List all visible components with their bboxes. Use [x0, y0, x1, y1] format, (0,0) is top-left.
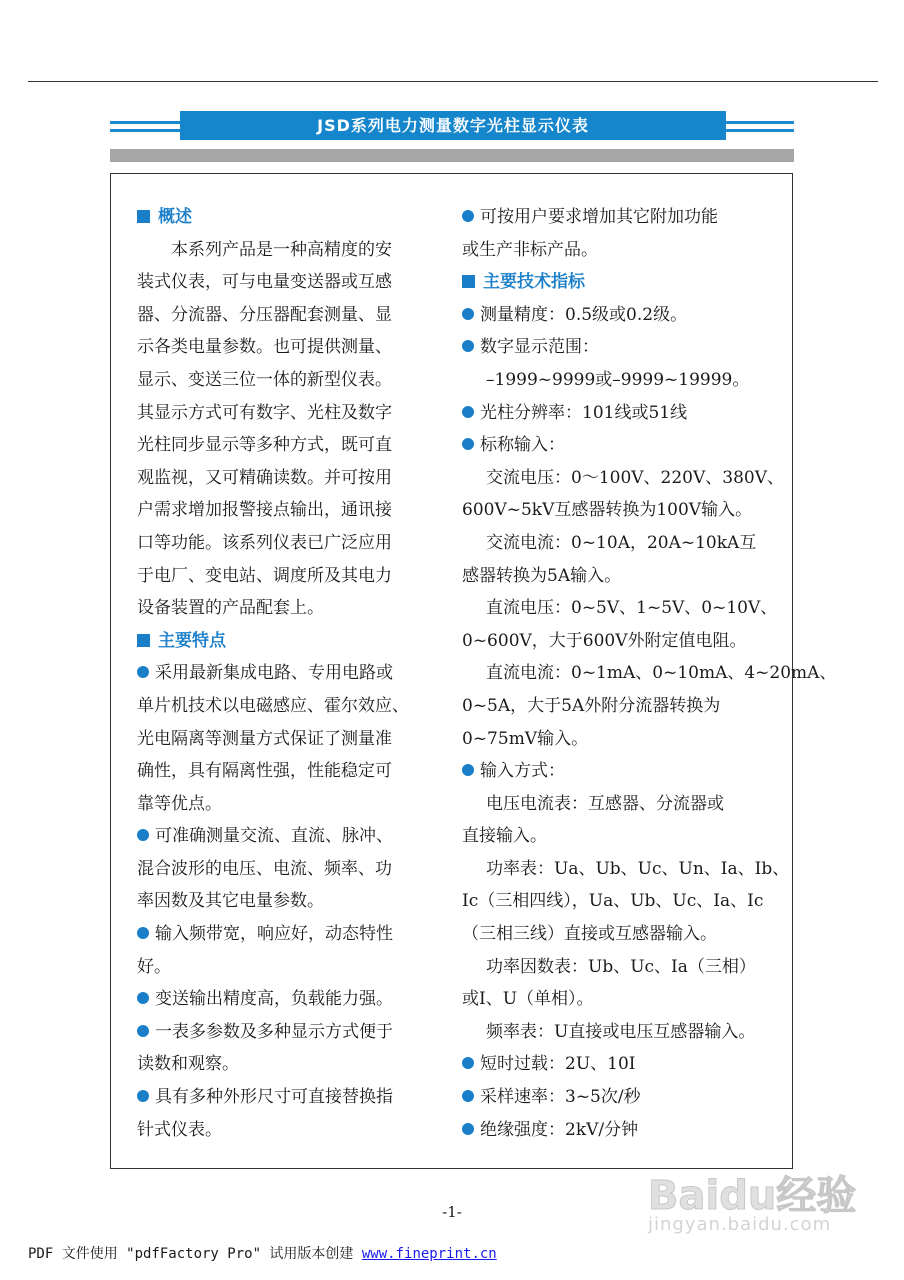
feature-line: 变送输出精度高，负载能力强。: [137, 983, 437, 1016]
feature-line: 输入频带宽，响应好，动态特性: [137, 918, 437, 951]
bullet-dot-icon: [137, 927, 149, 939]
spec-line: 感器转换为5A输入。: [462, 565, 622, 586]
overview-line: 显示、变送三位一体的新型仪表。: [137, 369, 392, 390]
watermark-logo: Baidu经验: [648, 1173, 857, 1219]
spec-line: 光柱分辨率：101线或51线: [462, 397, 774, 430]
bullet-dot-icon: [137, 992, 149, 1004]
spec-line: 0~600V，大于600V外附定值电阻。: [462, 630, 747, 651]
feature-line: 好。: [137, 956, 171, 977]
spec-line: 直流电压：0~5V、1~5V、0~10V、: [486, 598, 778, 619]
spec-line: （三相三线）直接或互感器输入。: [462, 924, 717, 945]
overview-line: 示各类电量参数。也可提供测量、: [137, 337, 392, 358]
feature-line: 读数和观察。: [137, 1054, 239, 1075]
bullet-dot-icon: [462, 210, 474, 222]
spec-line: Ic（三相四线），Ua、Ub、Uc、Ia、Ic: [462, 891, 764, 912]
baidu-watermark: [648, 1150, 858, 1245]
overview-line: 户需求增加报警接点输出，通讯接: [137, 500, 392, 521]
spec-line: 或I、U（单相）。: [462, 989, 594, 1010]
spec-line: 交流电压：0～100V、220V、380V、: [486, 467, 784, 488]
spec-line: 功率表：Ua、Ub、Uc、Un、Ia、Ib、: [486, 858, 790, 879]
spec-line: 0~5A，大于5A外附分流器转换为: [462, 695, 721, 716]
overview-line: 装式仪表，可与电量变送器或互感: [137, 272, 392, 293]
right-column: [462, 201, 837, 1146]
overview-line: 本系列产品是一种高精度的安: [171, 239, 392, 260]
feature-line: 光电隔离等测量方式保证了测量准: [137, 728, 392, 749]
bullet-dot-icon: [462, 308, 474, 320]
spec-line: 600V~5kV互感器转换为100V输入。: [462, 500, 753, 521]
bullet-dot-icon: [462, 1090, 474, 1102]
overview-line: 设备装置的产品配套上。: [137, 598, 324, 619]
square-bullet-icon: [137, 634, 150, 647]
feature-line: 单片机技术以电磁感应、霍尔效应、: [137, 695, 409, 716]
specs-heading: 主要技术指标: [462, 266, 774, 299]
spec-line: 短时过载：2U、10I: [462, 1048, 774, 1081]
spec-line: 直接输入。: [462, 826, 547, 847]
bullet-dot-icon: [137, 1090, 149, 1102]
spec-line: 电压电流表：互感器、分流器或: [486, 793, 724, 814]
extra-feature-line: 或生产非标产品。: [462, 239, 598, 260]
feature-line: 可准确测量交流、直流、脉冲、: [137, 820, 437, 853]
bullet-dot-icon: [462, 1123, 474, 1135]
left-column: [137, 201, 437, 1146]
watermark-url: jingyan.baidu.com: [648, 1214, 832, 1235]
feature-line: 采用最新集成电路、专用电路或: [137, 657, 437, 690]
spec-line: 功率因数表：Ub、Uc、Ia（三相）: [486, 956, 756, 977]
overview-line: 观监视，又可精确读数。并可按用: [137, 467, 392, 488]
features-heading: 主要特点: [137, 625, 437, 658]
spec-line: 采样速率：3~5次/秒: [462, 1081, 774, 1114]
spec-line: 输入方式：: [462, 755, 774, 788]
footer-text: PDF 文件使用 "pdfFactory Pro" 试用版本创建: [28, 1246, 362, 1262]
extra-feature-line: 可按用户要求增加其它附加功能: [462, 201, 774, 234]
feature-line: 靠等优点。: [137, 793, 222, 814]
pdf-footer: [28, 1243, 497, 1263]
top-rule: [28, 81, 878, 82]
bullet-dot-icon: [137, 666, 149, 678]
spec-line: 频率表：U直接或电压互感器输入。: [486, 1021, 756, 1042]
overview-line: 其显示方式可有数字、光柱及数字: [137, 402, 392, 423]
spec-line: 数字显示范围：: [462, 331, 774, 364]
bullet-dot-icon: [137, 1025, 149, 1037]
bullet-dot-icon: [137, 829, 149, 841]
square-bullet-icon: [137, 210, 150, 223]
spec-line: 交流电流：0~10A，20A~10kA互: [486, 532, 757, 553]
spec-line: –1999~9999或–9999~19999。: [486, 369, 750, 390]
feature-line: 具有多种外形尺寸可直接替换指: [137, 1081, 437, 1114]
bullet-dot-icon: [462, 438, 474, 450]
gray-divider: [110, 149, 794, 162]
bullet-dot-icon: [462, 340, 474, 352]
spec-line: 0~75mV输入。: [462, 728, 589, 749]
overview-heading: 概述: [137, 201, 437, 234]
page-title: JSD系列电力测量数字光柱显示仪表: [180, 111, 726, 140]
bullet-dot-icon: [462, 1057, 474, 1069]
feature-line: 率因数及其它电量参数。: [137, 891, 324, 912]
spec-line: 标称输入：: [462, 429, 774, 462]
spec-line: 测量精度：0.5级或0.2级。: [462, 299, 774, 332]
feature-line: 确性，具有隔离性强，性能稳定可: [137, 761, 392, 782]
overview-line: 口等功能。该系列仪表已广泛应用: [137, 532, 392, 553]
footer-link[interactable]: www.fineprint.cn: [361, 1246, 497, 1262]
feature-line: 一表多参数及多种显示方式便于: [137, 1016, 437, 1049]
spec-line: 直流电流：0~1mA、0~10mA、4~20mA、: [486, 663, 837, 684]
feature-line: 针式仪表。: [137, 1119, 222, 1140]
page-number: -1-: [442, 1203, 462, 1221]
overview-line: 光柱同步显示等多种方式，既可直: [137, 435, 392, 456]
feature-line: 混合波形的电压、电流、频率、功: [137, 858, 392, 879]
bullet-dot-icon: [462, 406, 474, 418]
spec-line: 绝缘强度：2kV/分钟: [462, 1114, 774, 1147]
bullet-dot-icon: [462, 764, 474, 776]
square-bullet-icon: [462, 275, 475, 288]
overview-line: 于电厂、变电站、调度所及其电力: [137, 565, 392, 586]
overview-line: 器、分流器、分压器配套测量、显: [137, 304, 392, 325]
